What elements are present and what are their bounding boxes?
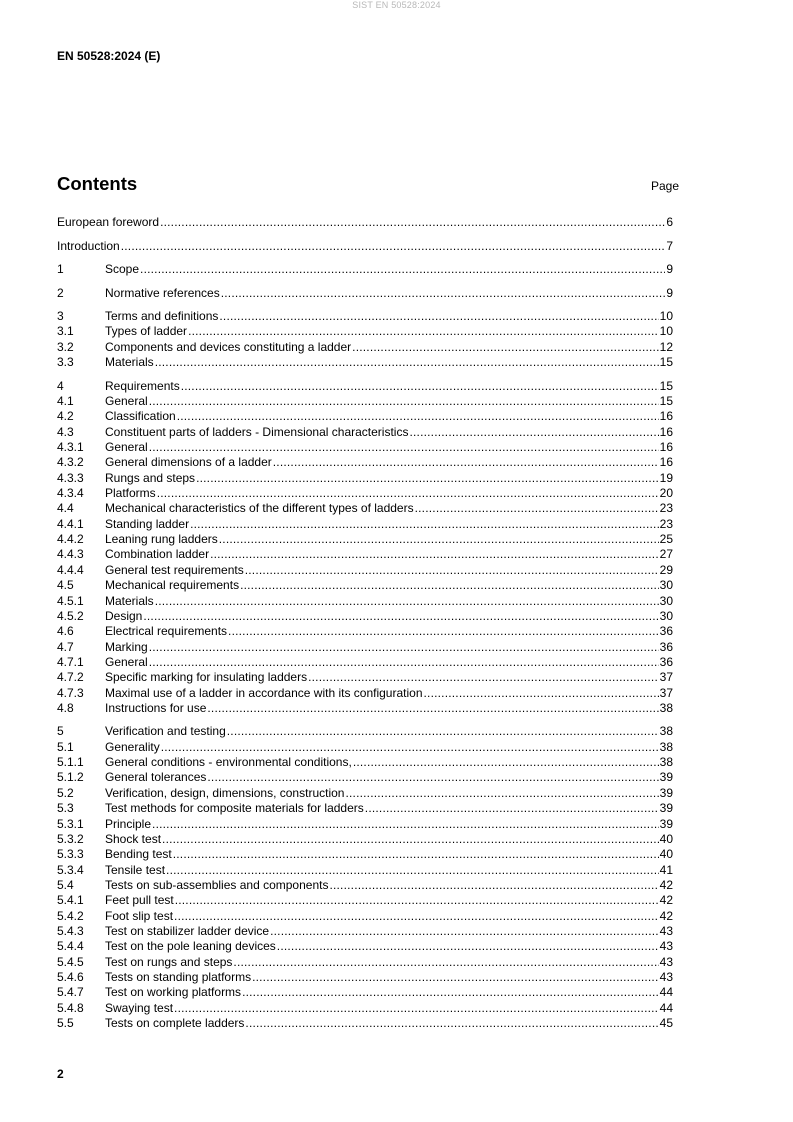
toc-entry-page: 44 (659, 985, 673, 1000)
toc-entry-number: 3.1 (57, 324, 74, 339)
toc-entry-title: Mechanical requirements (105, 578, 240, 593)
toc-dot-leader (166, 863, 659, 878)
toc-entry-number: 5 (57, 724, 64, 739)
toc-entry-page: 23 (659, 501, 673, 516)
toc-entry-number: 4.4.2 (57, 532, 84, 547)
toc-entry[interactable] (57, 609, 673, 624)
toc-entry-title: Instructions for use (105, 700, 207, 715)
toc-entry[interactable] (57, 740, 673, 755)
toc-entry-number: 5.4.6 (57, 969, 84, 984)
toc-entry[interactable] (57, 955, 673, 970)
toc-entry-title: Components and devices constituting a ladder (105, 339, 352, 354)
toc-entry-title: Platforms (105, 486, 156, 501)
toc-entry-number: 4.4.3 (57, 547, 84, 562)
toc-entry-page: 42 (659, 893, 673, 908)
toc-entry-number: 4.7.3 (57, 685, 84, 700)
toc-entry-page: 30 (659, 593, 673, 608)
toc-dot-leader (149, 440, 659, 455)
toc-dot-leader (409, 425, 658, 440)
toc-entry-number: 5.4.5 (57, 954, 84, 969)
toc-entry[interactable] (57, 215, 673, 230)
toc-entry-number: 4.8 (57, 700, 74, 715)
toc-entry[interactable] (57, 817, 673, 832)
toc-entry-title: Requirements (105, 378, 180, 393)
toc-dot-leader (181, 379, 659, 394)
toc-entry-page: 9 (666, 262, 673, 277)
toc-entry-page: 38 (659, 739, 673, 754)
table-of-contents (57, 215, 673, 1031)
toc-entry-page: 38 (659, 724, 673, 739)
toc-entry[interactable] (57, 863, 673, 878)
toc-entry-number: 2 (57, 285, 64, 300)
toc-dot-leader (227, 724, 659, 739)
toc-dot-leader (242, 985, 659, 1000)
toc-entry[interactable] (57, 486, 673, 501)
toc-entry-title: Tests on sub-assemblies and components (105, 877, 329, 892)
toc-dot-leader (365, 801, 659, 816)
toc-entry[interactable] (57, 578, 673, 593)
toc-entry-title: European foreword (57, 215, 160, 229)
toc-entry-title: General conditions - environmental conditions, (105, 755, 352, 770)
toc-entry-number: 5.4 (57, 877, 74, 892)
toc-dot-leader (143, 609, 658, 624)
toc-dot-leader (149, 655, 659, 670)
toc-entry-number: 4.7 (57, 639, 74, 654)
toc-entry-title: Classification (105, 409, 176, 424)
toc-entry-title: Maximal use of a ladder in accordance with its configuration (105, 685, 423, 700)
toc-entry-number: 4.3.1 (57, 440, 84, 455)
toc-entry-number: 4 (57, 378, 64, 393)
toc-entry-title: General (105, 440, 148, 455)
toc-entry-number: 4.4.4 (57, 562, 84, 577)
toc-entry-page: 39 (659, 816, 673, 831)
toc-entry-number: 5.1.2 (57, 770, 84, 785)
toc-dot-leader (221, 286, 666, 301)
toc-entry-page: 39 (659, 785, 673, 800)
toc-entry-page: 16 (659, 424, 673, 439)
toc-entry-number: 5.4.8 (57, 1000, 84, 1015)
toc-entry-page: 10 (659, 309, 673, 324)
toc-dot-leader (121, 239, 666, 254)
toc-dot-leader (149, 640, 659, 655)
toc-entry[interactable] (57, 640, 673, 655)
toc-entry[interactable] (57, 286, 673, 301)
toc-entry[interactable] (57, 517, 673, 532)
toc-entry-page: 9 (666, 285, 673, 300)
toc-entry[interactable] (57, 939, 673, 954)
toc-entry[interactable] (57, 924, 673, 939)
toc-entry-title: Principle (105, 816, 152, 831)
toc-entry-title: Test methods for composite materials for ladders (105, 801, 364, 816)
toc-dot-leader (174, 909, 659, 924)
toc-entry-number: 1 (57, 262, 64, 277)
toc-entry-title: Test on working platforms (105, 985, 242, 1000)
toc-dot-leader (162, 832, 659, 847)
toc-entry[interactable] (57, 379, 673, 394)
toc-entry-number: 4.2 (57, 409, 74, 424)
toc-entry-number: 5.4.2 (57, 908, 84, 923)
toc-entry[interactable] (57, 847, 673, 862)
toc-entry-number: 4.4 (57, 501, 74, 516)
toc-entry-title: Test on rungs and steps (105, 954, 233, 969)
toc-entry-title: Normative references (105, 285, 220, 300)
toc-entry-number: 5.2 (57, 785, 74, 800)
toc-dot-leader (252, 970, 659, 985)
toc-entry[interactable] (57, 547, 673, 562)
toc-entry-number: 5.3.1 (57, 816, 84, 831)
toc-entry-number: 5.1.1 (57, 755, 84, 770)
toc-entry-title: General dimensions of a ladder (105, 455, 272, 470)
toc-dot-leader (277, 939, 659, 954)
toc-entry-title: Tests on standing platforms (105, 969, 252, 984)
toc-entry-number: 4.3.4 (57, 486, 84, 501)
toc-entry-page: 16 (659, 409, 673, 424)
toc-entry-number: 3.3 (57, 355, 74, 370)
toc-entry-title: Electrical requirements (105, 624, 228, 639)
toc-entry-title: General tolerances (105, 770, 207, 785)
toc-entry-title: Swaying test (105, 1000, 174, 1015)
toc-entry-number: 4.4.1 (57, 516, 84, 531)
toc-entry-title: Constituent parts of ladders - Dimensional characteristics (105, 424, 409, 439)
toc-entry-title: Mechanical characteristics of the different types of ladders (105, 501, 414, 516)
toc-entry[interactable] (57, 501, 673, 516)
toc-dot-leader (329, 878, 658, 893)
toc-dot-leader (210, 547, 659, 562)
toc-entry-page: 42 (659, 908, 673, 923)
toc-entry-title: Standing ladder (105, 516, 190, 531)
watermark: SIST EN 50528:2024 (352, 0, 441, 10)
toc-entry-number: 5.3.3 (57, 847, 84, 862)
toc-entry-title: Marking (105, 639, 148, 654)
toc-entry-page: 30 (659, 608, 673, 623)
toc-entry[interactable] (57, 563, 673, 578)
toc-entry-title: Bending test (105, 847, 172, 862)
toc-dot-leader (188, 324, 659, 339)
toc-dot-leader (415, 501, 659, 516)
toc-entry[interactable] (57, 701, 673, 716)
toc-entry-title: Rungs and steps (105, 470, 196, 485)
toc-entry-title: Specific marking for insulating ladders (105, 670, 308, 685)
toc-entry-title: Tensile test (105, 862, 166, 877)
toc-entry-page: 37 (659, 685, 673, 700)
toc-entry-number: 3.2 (57, 339, 74, 354)
toc-entry-page: 15 (659, 355, 673, 370)
toc-entry-title: Verification, design, dimensions, construction (105, 785, 345, 800)
toc-entry-number: 4.5 (57, 578, 74, 593)
toc-entry[interactable] (57, 970, 673, 985)
toc-entry-number: 4.3.3 (57, 470, 84, 485)
toc-entry-number: 4.6 (57, 624, 74, 639)
toc-entry[interactable] (57, 770, 673, 785)
toc-entry[interactable] (57, 655, 673, 670)
toc-entry[interactable] (57, 262, 673, 277)
toc-entry-page: 39 (659, 770, 673, 785)
toc-entry-page: 42 (659, 877, 673, 892)
toc-entry[interactable] (57, 471, 673, 486)
toc-dot-leader (270, 924, 659, 939)
toc-entry-title: Verification and testing (105, 724, 226, 739)
toc-entry-number: 5.4.7 (57, 985, 84, 1000)
toc-entry-page: 39 (659, 801, 673, 816)
toc-entry-page: 36 (659, 654, 673, 669)
toc-entry[interactable] (57, 324, 673, 339)
page-number: 2 (57, 1067, 64, 1081)
toc-entry-number: 3 (57, 309, 64, 324)
toc-entry[interactable] (57, 832, 673, 847)
toc-entry[interactable] (57, 985, 673, 1000)
toc-entry-page: 36 (659, 624, 673, 639)
toc-entry-title: Design (105, 608, 143, 623)
toc-dot-leader (345, 786, 658, 801)
toc-entry-title: Scope (105, 262, 140, 277)
toc-entry-number: 5.1 (57, 739, 74, 754)
toc-entry-title: Types of ladder (105, 324, 188, 339)
toc-dot-leader (174, 1001, 659, 1016)
toc-entry-page: 25 (659, 532, 673, 547)
toc-entry-title: Introduction (57, 238, 120, 253)
toc-entry[interactable] (57, 670, 673, 685)
toc-entry-number: 5.3.4 (57, 862, 84, 877)
toc-entry-page: 27 (659, 547, 673, 562)
toc-dot-leader (155, 594, 659, 609)
toc-entry[interactable] (57, 594, 673, 609)
toc-dot-leader (219, 532, 659, 547)
toc-entry-page: 38 (659, 755, 673, 770)
toc-dot-leader (352, 340, 658, 355)
toc-entry-title: Tests on complete ladders (105, 1015, 245, 1030)
toc-entry-title: Generality (105, 739, 160, 754)
toc-entry[interactable] (57, 686, 673, 701)
toc-entry-title: General (105, 394, 148, 409)
toc-entry-title: General (105, 654, 148, 669)
toc-entry-page: 44 (659, 1000, 673, 1015)
toc-entry-page: 41 (659, 862, 673, 877)
toc-entry-number: 5.4.3 (57, 923, 84, 938)
toc-entry-page: 19 (659, 470, 673, 485)
page-column-header: Page (650, 179, 679, 193)
toc-entry-page: 40 (659, 831, 673, 846)
toc-entry-title: Test on stabilizer ladder device (105, 923, 270, 938)
toc-dot-leader (149, 394, 659, 409)
toc-entry-page: 43 (659, 923, 673, 938)
toc-entry-page: 38 (659, 700, 673, 715)
toc-entry-page: 6 (666, 215, 673, 229)
toc-dot-leader (161, 740, 659, 755)
toc-entry-page: 37 (659, 670, 673, 685)
toc-dot-leader (219, 309, 658, 324)
toc-entry-title: Feet pull test (105, 893, 174, 908)
contents-title: Contents (57, 173, 138, 194)
toc-entry[interactable] (57, 786, 673, 801)
toc-entry-title: General test requirements (105, 562, 244, 577)
toc-entry-page: 20 (659, 486, 673, 501)
toc-entry-page: 43 (659, 969, 673, 984)
toc-entry-title: Foot slip test (105, 908, 174, 923)
toc-entry[interactable] (57, 801, 673, 816)
toc-dot-leader (175, 893, 659, 908)
toc-entry-number: 5.3.2 (57, 831, 84, 846)
toc-entry[interactable] (57, 1016, 673, 1031)
toc-dot-leader (196, 471, 659, 486)
document-id: EN 50528:2024 (E) (57, 49, 161, 63)
toc-dot-leader (245, 1016, 658, 1031)
toc-entry[interactable] (57, 309, 673, 324)
toc-dot-leader (424, 686, 659, 701)
toc-dot-leader (353, 755, 659, 770)
toc-dot-leader (160, 215, 665, 230)
toc-entry-title: Leaning rung ladders (105, 532, 218, 547)
toc-entry-number: 4.5.2 (57, 608, 84, 623)
toc-dot-leader (173, 847, 659, 862)
toc-entry[interactable] (57, 878, 673, 893)
toc-entry-number: 4.3 (57, 424, 74, 439)
toc-dot-leader (155, 355, 659, 370)
toc-dot-leader (152, 817, 659, 832)
toc-entry-title: Materials (105, 355, 154, 370)
toc-entry-page: 16 (659, 440, 673, 455)
toc-entry-title: Test on the pole leaning devices (105, 939, 276, 954)
toc-entry-title: Terms and definitions (105, 309, 219, 324)
toc-dot-leader (190, 517, 659, 532)
toc-entry[interactable] (57, 893, 673, 908)
toc-entry-page: 23 (659, 516, 673, 531)
toc-dot-leader (273, 455, 659, 470)
toc-dot-leader (157, 486, 659, 501)
toc-entry-page: 15 (659, 378, 673, 393)
toc-entry-number: 4.3.2 (57, 455, 84, 470)
toc-dot-leader (207, 770, 658, 785)
toc-entry-title: Materials (105, 593, 154, 608)
toc-entry-page: 15 (659, 394, 673, 409)
toc-entry-number: 5.4.1 (57, 893, 84, 908)
toc-entry[interactable] (57, 455, 673, 470)
toc-entry[interactable] (57, 1001, 673, 1016)
toc-entry-number: 4.5.1 (57, 593, 84, 608)
toc-entry-number: 5.4.4 (57, 939, 84, 954)
toc-entry[interactable] (57, 355, 673, 370)
toc-entry-title: Combination ladder (105, 547, 210, 562)
toc-dot-leader (140, 262, 665, 277)
toc-entry-page: 29 (659, 562, 673, 577)
toc-entry[interactable] (57, 340, 673, 355)
toc-entry-page: 10 (659, 324, 673, 339)
toc-entry-page: 45 (659, 1015, 673, 1030)
toc-entry-page: 7 (666, 238, 673, 253)
toc-entry-number: 5.5 (57, 1015, 74, 1030)
toc-entry-number: 4.1 (57, 394, 74, 409)
toc-dot-leader (207, 701, 658, 716)
toc-dot-leader (177, 409, 659, 424)
toc-entry-number: 4.7.1 (57, 654, 84, 669)
toc-entry[interactable] (57, 724, 673, 739)
toc-entry[interactable] (57, 239, 673, 254)
toc-dot-leader (233, 955, 658, 970)
toc-entry-page: 43 (659, 939, 673, 954)
toc-entry[interactable] (57, 909, 673, 924)
toc-dot-leader (308, 670, 659, 685)
toc-entry[interactable] (57, 755, 673, 770)
toc-entry-page: 12 (659, 339, 673, 354)
toc-entry[interactable] (57, 624, 673, 639)
toc-entry-number: 5.3 (57, 801, 74, 816)
toc-dot-leader (240, 578, 659, 593)
toc-entry-title: Shock test (105, 831, 162, 846)
toc-entry[interactable] (57, 532, 673, 547)
toc-entry-page: 36 (659, 639, 673, 654)
toc-entry[interactable] (57, 409, 673, 424)
toc-entry[interactable] (57, 440, 673, 455)
toc-dot-leader (245, 563, 659, 578)
toc-entry-page: 30 (659, 578, 673, 593)
toc-entry-page: 40 (659, 847, 673, 862)
toc-entry[interactable] (57, 425, 673, 440)
toc-entry-number: 4.7.2 (57, 670, 84, 685)
toc-dot-leader (228, 624, 659, 639)
toc-entry-page: 16 (659, 455, 673, 470)
toc-entry-page: 43 (659, 954, 673, 969)
toc-entry[interactable] (57, 394, 673, 409)
